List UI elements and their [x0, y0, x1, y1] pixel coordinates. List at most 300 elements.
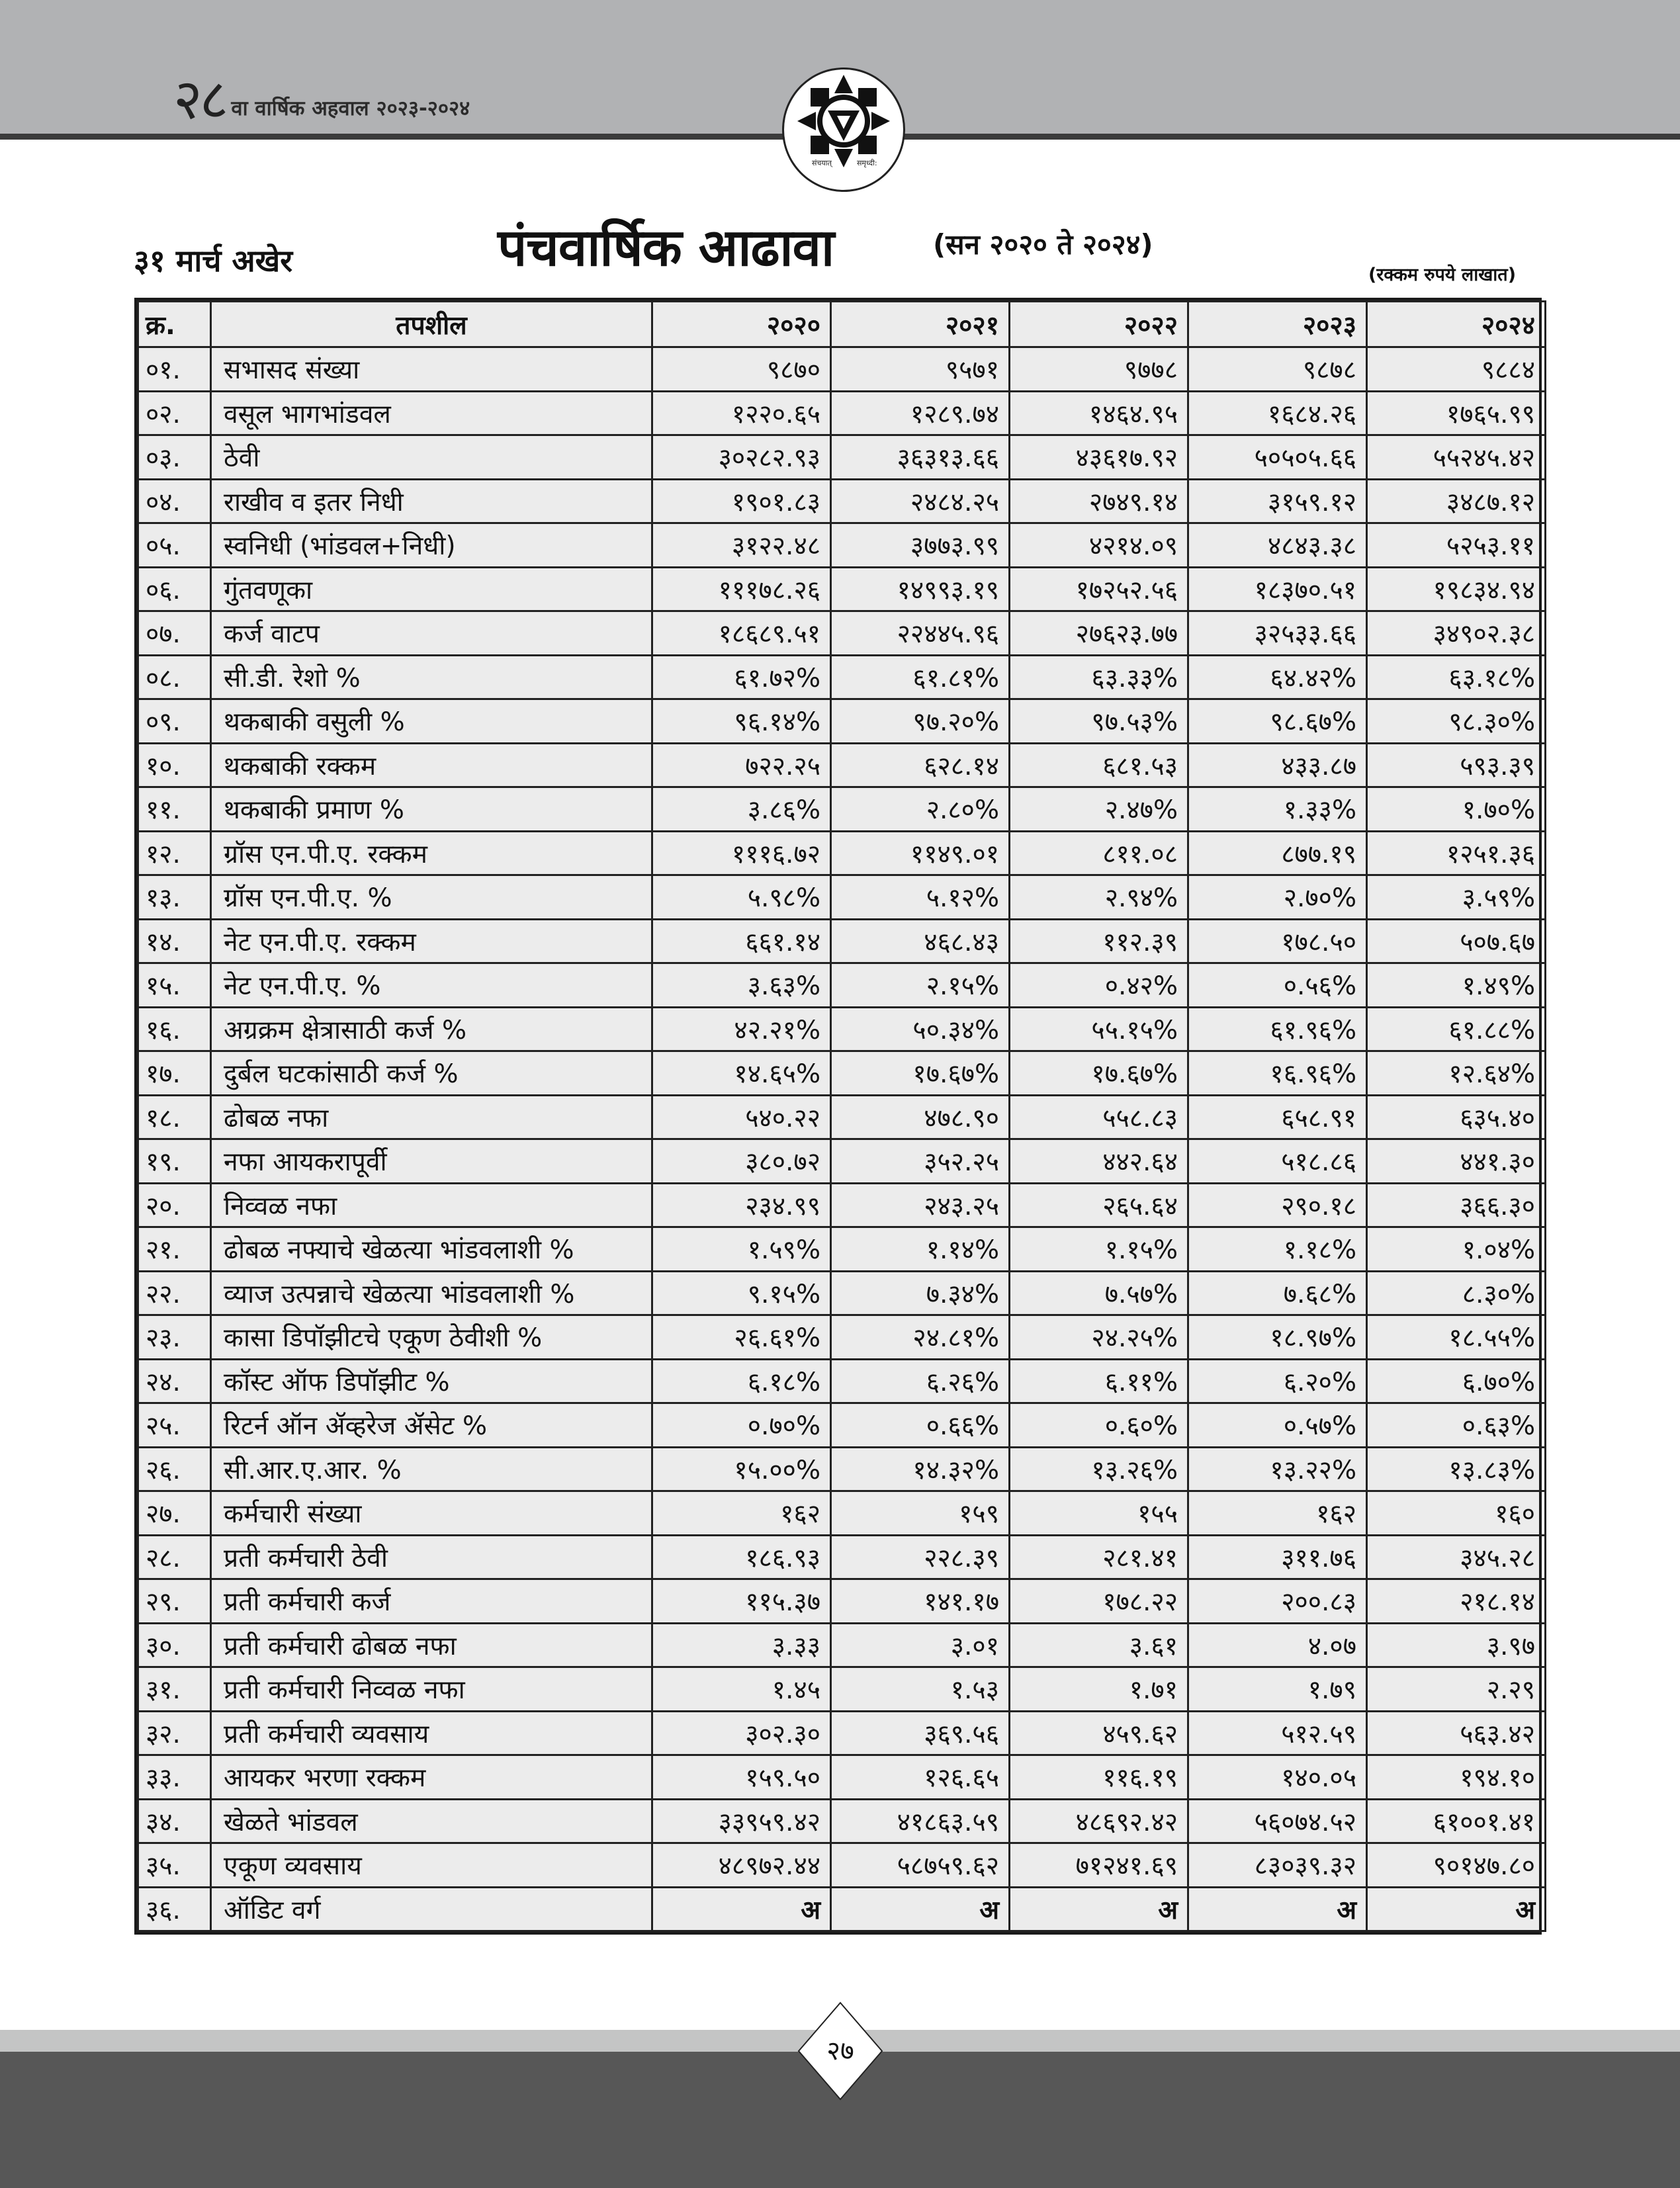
row-particulars: प्रती कर्मचारी ठेवी [211, 1535, 652, 1579]
row-particulars: व्याज उत्पन्नाचे खेळत्या भांडवलाशी % [211, 1271, 652, 1315]
row-value-२०२०: ३०२.३० [652, 1711, 831, 1755]
row-particulars: प्रती कर्मचारी निव्वळ नफा [211, 1667, 652, 1712]
table-row [138, 963, 1546, 1008]
row-serial: १४. [138, 919, 211, 963]
row-particulars: ढोबळ नफा [211, 1095, 652, 1139]
row-value-२०२३: ६५८.९१ [1188, 1095, 1367, 1139]
row-value-२०२१: ९५७१ [831, 347, 1010, 392]
table-row [138, 479, 1546, 523]
row-value-२०२२: ६८१.५३ [1010, 743, 1188, 787]
row-particulars: रिटर्न ऑन ॲव्हरेज ॲसेट % [211, 1403, 652, 1448]
row-particulars: वसूल भागभांडवल [211, 391, 652, 435]
row-serial: ०६. [138, 567, 211, 611]
table-row [138, 1315, 1546, 1360]
row-serial: २२. [138, 1271, 211, 1315]
row-value-२०२४: ६.७०% [1367, 1359, 1546, 1403]
row-value-२०२१: २४८४.२५ [831, 479, 1010, 523]
table-row [138, 1095, 1546, 1139]
row-value-२०२२: ११२.३९ [1010, 919, 1188, 963]
row-value-२०२४: ५५२४५.४२ [1367, 435, 1546, 480]
table-row [138, 1139, 1546, 1184]
row-value-२०२४: १८.५५% [1367, 1315, 1546, 1360]
row-value-२०२१: ३५२.२५ [831, 1139, 1010, 1184]
row-value-२०२२: २४.२५% [1010, 1315, 1188, 1360]
table-row [138, 435, 1546, 480]
row-value-२०२३: ३११.७६ [1188, 1535, 1367, 1579]
table-row [138, 1887, 1546, 1931]
row-value-२०२०: ९८७० [652, 347, 831, 392]
row-value-२०२०: ५४०.२२ [652, 1095, 831, 1139]
row-value-२०२१: २४.८१% [831, 1315, 1010, 1360]
row-particulars: आयकर भरणा रक्कम [211, 1755, 652, 1800]
row-particulars: प्रती कर्मचारी व्यवसाय [211, 1711, 652, 1755]
bank-logo [782, 67, 905, 192]
row-value-२०२३: १८३७०.५१ [1188, 567, 1367, 611]
row-value-२०२०: ९६.१४% [652, 699, 831, 744]
row-particulars: ग्रॉस एन.पी.ए. % [211, 875, 652, 920]
row-value-२०२१: १७.६७% [831, 1051, 1010, 1096]
row-particulars: नफा आयकरापूर्वी [211, 1139, 652, 1184]
row-value-२०२२: १७.६७% [1010, 1051, 1188, 1096]
row-value-२०२२: अ [1010, 1887, 1188, 1931]
row-value-२०२०: १.५९% [652, 1227, 831, 1272]
col-header-serial: क्र. [138, 302, 211, 347]
row-value-२०२३: ६१.९६% [1188, 1007, 1367, 1051]
row-value-२०२०: ४२.२१% [652, 1007, 831, 1051]
row-value-२०२१: ४७८.९० [831, 1095, 1010, 1139]
row-value-२०२२: ४५९.६२ [1010, 1711, 1188, 1755]
col-header-2022: २०२२ [1010, 302, 1188, 347]
row-value-२०२२: ११६.१९ [1010, 1755, 1188, 1800]
edition-number: २८ [173, 67, 226, 132]
row-value-२०२३: ५६०७४.५२ [1188, 1799, 1367, 1843]
row-serial: १३. [138, 875, 211, 920]
row-value-२०२२: ९७.५३% [1010, 699, 1188, 744]
row-value-२०२२: ४२१४.०९ [1010, 523, 1188, 568]
row-value-२०२२: १७८.२२ [1010, 1579, 1188, 1624]
row-value-२०२२: १४६४.९५ [1010, 391, 1188, 435]
row-value-२०२३: १६२ [1188, 1491, 1367, 1536]
row-value-२०२१: ५.१२% [831, 875, 1010, 920]
row-value-२०२१: ११४९.०१ [831, 831, 1010, 875]
row-value-२०२३: ०.५६% [1188, 963, 1367, 1008]
row-value-२०२०: १२२०.६५ [652, 391, 831, 435]
row-value-२०२१: १.५३ [831, 1667, 1010, 1712]
row-particulars: कॉस्ट ऑफ डिपॉझीट % [211, 1359, 652, 1403]
page-number: २७ [826, 2036, 854, 2066]
row-serial: १६. [138, 1007, 211, 1051]
row-value-२०२०: ९.१५% [652, 1271, 831, 1315]
row-serial: ०३. [138, 435, 211, 480]
row-value-२०२१: ६१.८१% [831, 655, 1010, 699]
row-value-२०२३: १४०.०५ [1188, 1755, 1367, 1800]
row-value-२०२३: ५०५०५.६६ [1188, 435, 1367, 480]
row-value-२०२३: २००.८३ [1188, 1579, 1367, 1624]
row-value-२०२०: १.४५ [652, 1667, 831, 1712]
row-value-२०२३: १.७९ [1188, 1667, 1367, 1712]
row-value-२०२४: ९०१४७.८० [1367, 1843, 1546, 1888]
row-serial: ०८. [138, 655, 211, 699]
row-value-२०२१: २.८०% [831, 787, 1010, 832]
table-row [138, 1623, 1546, 1667]
table-row [138, 391, 1546, 435]
row-value-२०२१: ४६८.४३ [831, 919, 1010, 963]
row-value-२०२३: १३.२२% [1188, 1447, 1367, 1491]
page-subtitle: (सन २०२० ते २०२४) [933, 228, 1153, 261]
row-value-२०२१: ३.०१ [831, 1623, 1010, 1667]
row-value-२०२४: १६० [1367, 1491, 1546, 1536]
table-row [138, 1271, 1546, 1315]
row-serial: १५. [138, 963, 211, 1008]
logo-motto-right: समृध्दी: [857, 159, 877, 167]
table-row [138, 1755, 1546, 1800]
row-particulars: प्रती कर्मचारी ढोबळ नफा [211, 1623, 652, 1667]
row-value-२०२०: ३.३३ [652, 1623, 831, 1667]
row-value-२०२०: २६.६१% [652, 1315, 831, 1360]
row-serial: ३१. [138, 1667, 211, 1712]
row-value-२०२२: ४३६१७.९२ [1010, 435, 1188, 480]
table-row [138, 1007, 1546, 1051]
row-serial: ०५. [138, 523, 211, 568]
table-row [138, 831, 1546, 875]
row-serial: २१. [138, 1227, 211, 1272]
row-value-२०२१: ०.६६% [831, 1403, 1010, 1448]
row-value-२०२३: ६४.४२% [1188, 655, 1367, 699]
table-row [138, 1403, 1546, 1448]
row-value-२०२०: ७२२.२५ [652, 743, 831, 787]
table-row [138, 919, 1546, 963]
row-serial: ३६. [138, 1887, 211, 1931]
col-header-2021: २०२१ [831, 302, 1010, 347]
row-value-२०२०: ३८०.७२ [652, 1139, 831, 1184]
row-value-२०२४: ३.९७ [1367, 1623, 1546, 1667]
row-value-२०२१: ३६९.५६ [831, 1711, 1010, 1755]
row-value-२०२१: १४९९३.१९ [831, 567, 1010, 611]
table-row [138, 1491, 1546, 1536]
row-serial: २७. [138, 1491, 211, 1536]
row-particulars: ढोबळ नफ्याचे खेळत्या भांडवलाशी % [211, 1227, 652, 1272]
row-serial: १०. [138, 743, 211, 787]
row-serial: ०९. [138, 699, 211, 744]
row-value-२०२३: ७.६८% [1188, 1271, 1367, 1315]
row-value-२०२०: ०.७०% [652, 1403, 831, 1448]
row-particulars: थकबाकी वसुली % [211, 699, 652, 744]
row-value-२०२२: १५५ [1010, 1491, 1188, 1536]
row-value-२०२२: ५५८.८३ [1010, 1095, 1188, 1139]
table-row [138, 1447, 1546, 1491]
row-value-२०२२: ८११.०८ [1010, 831, 1188, 875]
row-particulars: कर्मचारी संख्या [211, 1491, 652, 1536]
row-value-२०२१: ५८७५९.६२ [831, 1843, 1010, 1888]
report-edition [173, 67, 470, 132]
col-header-2023: २०२३ [1188, 302, 1367, 347]
row-value-२०२४: २.२९ [1367, 1667, 1546, 1712]
table-row [138, 523, 1546, 568]
row-value-२०२१: १२८९.७४ [831, 391, 1010, 435]
row-serial: ३३. [138, 1755, 211, 1800]
row-value-२०२४: १.७०% [1367, 787, 1546, 832]
row-particulars: खेळते भांडवल [211, 1799, 652, 1843]
row-value-२०२०: १११६.७२ [652, 831, 831, 875]
row-value-२०२३: १७८.५० [1188, 919, 1367, 963]
col-header-2020: २०२० [652, 302, 831, 347]
row-value-२०२०: १८६.९३ [652, 1535, 831, 1579]
row-value-२०२२: ७.५७% [1010, 1271, 1188, 1315]
row-value-२०२४: १.४९% [1367, 963, 1546, 1008]
row-serial: २५. [138, 1403, 211, 1448]
row-serial: ३५. [138, 1843, 211, 1888]
row-value-२०२३: २९०.१८ [1188, 1183, 1367, 1227]
row-value-२०२१: ३६३१३.६६ [831, 435, 1010, 480]
row-value-२०२४: ४४१.३० [1367, 1139, 1546, 1184]
row-value-२०२२: ५५.१५% [1010, 1007, 1188, 1051]
table-row [138, 699, 1546, 744]
row-value-२०२२: २.४७% [1010, 787, 1188, 832]
row-value-२०२२: ९७७८ [1010, 347, 1188, 392]
row-value-२०२३: ६.२०% [1188, 1359, 1367, 1403]
row-value-२०२२: २.९४% [1010, 875, 1188, 920]
row-value-२०२४: १२५१.३६ [1367, 831, 1546, 875]
row-value-२०२२: २६५.६४ [1010, 1183, 1188, 1227]
row-particulars: कर्ज वाटप [211, 611, 652, 656]
row-value-२०२२: १३.२६% [1010, 1447, 1188, 1491]
row-serial: २३. [138, 1315, 211, 1360]
row-particulars: एकूण व्यवसाय [211, 1843, 652, 1888]
row-value-२०२४: १.०४% [1367, 1227, 1546, 1272]
row-particulars: स्वनिधी (भांडवल+निधी) [211, 523, 652, 568]
table-row [138, 1799, 1546, 1843]
row-value-२०२३: ४.०७ [1188, 1623, 1367, 1667]
row-serial: ३२. [138, 1711, 211, 1755]
row-value-२०२०: ११५.३७ [652, 1579, 831, 1624]
page-number-badge [797, 2001, 883, 2101]
table-row [138, 1183, 1546, 1227]
row-value-२०२३: ८७७.१९ [1188, 831, 1367, 875]
row-value-२०२०: अ [652, 1887, 831, 1931]
row-particulars: ठेवी [211, 435, 652, 480]
row-value-२०२२: १.७१ [1010, 1667, 1188, 1712]
row-value-२०२४: ६१००१.४१ [1367, 1799, 1546, 1843]
row-value-२०२४: १२.६४% [1367, 1051, 1546, 1096]
row-value-२०२४: अ [1367, 1887, 1546, 1931]
row-serial: २४. [138, 1359, 211, 1403]
table-row [138, 655, 1546, 699]
table-row [138, 567, 1546, 611]
row-serial: ३०. [138, 1623, 211, 1667]
row-serial: १८. [138, 1095, 211, 1139]
row-particulars: प्रती कर्मचारी कर्ज [211, 1579, 652, 1624]
row-value-२०२४: ३४९०२.३८ [1367, 611, 1546, 656]
row-value-२०२१: ७.३४% [831, 1271, 1010, 1315]
row-particulars: दुर्बल घटकांसाठी कर्ज % [211, 1051, 652, 1096]
row-value-२०२३: अ [1188, 1887, 1367, 1931]
row-particulars: सभासद संख्या [211, 347, 652, 392]
row-value-२०२०: ६१.७२% [652, 655, 831, 699]
row-value-२०२२: २८१.४१ [1010, 1535, 1188, 1579]
row-serial: ०१. [138, 347, 211, 392]
table-row [138, 787, 1546, 832]
row-value-२०२३: ९८७८ [1188, 347, 1367, 392]
five-year-review-table [134, 298, 1542, 1935]
row-value-२०२४: ६३.१८% [1367, 655, 1546, 699]
row-serial: २०. [138, 1183, 211, 1227]
row-value-२०२३: १८.९७% [1188, 1315, 1367, 1360]
row-value-२०२२: ०.४२% [1010, 963, 1188, 1008]
table-row [138, 1843, 1546, 1888]
row-value-२०२०: ३०२८२.९३ [652, 435, 831, 480]
row-value-२०२४: ९८८४ [1367, 347, 1546, 392]
row-value-२०२१: ९७.२०% [831, 699, 1010, 744]
row-value-२०२०: १५९.५० [652, 1755, 831, 1800]
lotus-emblem-icon [784, 69, 903, 190]
page-title: पंचवार्षिक आढावा [498, 218, 834, 278]
row-value-२०२०: ६.१८% [652, 1359, 831, 1403]
row-value-२०२४: १७६५.९९ [1367, 391, 1546, 435]
table-row [138, 1535, 1546, 1579]
row-serial: ०७. [138, 611, 211, 656]
row-serial: ०४. [138, 479, 211, 523]
table-row [138, 1227, 1546, 1272]
table-body [138, 347, 1546, 1931]
row-value-२०२१: १.१४% [831, 1227, 1010, 1272]
row-value-२०२०: १११७८.२६ [652, 567, 831, 611]
row-value-२०२१: १२६.६५ [831, 1755, 1010, 1800]
row-value-२०२१: अ [831, 1887, 1010, 1931]
row-value-२०२४: ६३५.४० [1367, 1095, 1546, 1139]
row-value-२०२१: ४१८६३.५९ [831, 1799, 1010, 1843]
table-row [138, 743, 1546, 787]
row-value-२०२०: १६२ [652, 1491, 831, 1536]
row-value-२०२४: ३.५९% [1367, 875, 1546, 920]
table-row [138, 875, 1546, 920]
row-value-२०२३: ४३३.८७ [1188, 743, 1367, 787]
row-value-२०२२: २७६२३.७७ [1010, 611, 1188, 656]
row-value-२०२२: ६.११% [1010, 1359, 1188, 1403]
row-value-२०२३: २.७०% [1188, 875, 1367, 920]
row-value-२०२०: २३४.९९ [652, 1183, 831, 1227]
row-serial: २६. [138, 1447, 211, 1491]
row-value-२०२१: २४३.२५ [831, 1183, 1010, 1227]
row-value-२०२४: ०.६३% [1367, 1403, 1546, 1448]
row-value-२०२४: १९८३४.९४ [1367, 567, 1546, 611]
row-value-२०२४: १९४.१० [1367, 1755, 1546, 1800]
row-particulars: निव्वळ नफा [211, 1183, 652, 1227]
row-serial: १९. [138, 1139, 211, 1184]
unit-note: (रक्कम रुपये लाखात) [1368, 265, 1517, 285]
row-serial: १२. [138, 831, 211, 875]
table-row [138, 1711, 1546, 1755]
row-particulars: सी.आर.ए.आर. % [211, 1447, 652, 1491]
row-value-२०२३: ३२५३३.६६ [1188, 611, 1367, 656]
row-value-२०२२: १७२५२.५६ [1010, 567, 1188, 611]
row-value-२०२३: १६८४.२६ [1188, 391, 1367, 435]
row-value-२०२०: १८६८९.५१ [652, 611, 831, 656]
row-value-२०२२: ३.६१ [1010, 1623, 1188, 1667]
row-value-२०२४: ३४८७.१२ [1367, 479, 1546, 523]
row-value-२०२०: ४८९७२.४४ [652, 1843, 831, 1888]
row-serial: ३४. [138, 1799, 211, 1843]
row-value-२०२१: १४१.१७ [831, 1579, 1010, 1624]
row-value-२०२२: ४४२.६४ [1010, 1139, 1188, 1184]
row-serial: २८. [138, 1535, 211, 1579]
table-row [138, 1579, 1546, 1624]
row-value-२०२०: ३.८६% [652, 787, 831, 832]
row-value-२०२४: ३६६.३० [1367, 1183, 1546, 1227]
row-value-२०२३: १६.९६% [1188, 1051, 1367, 1096]
row-value-२०२३: ०.५७% [1188, 1403, 1367, 1448]
row-particulars: ग्रॉस एन.पी.ए. रक्कम [211, 831, 652, 875]
row-value-२०२१: १५९ [831, 1491, 1010, 1536]
row-particulars: ऑडिट वर्ग [211, 1887, 652, 1931]
row-serial: ११. [138, 787, 211, 832]
row-value-२०२१: ६२८.१४ [831, 743, 1010, 787]
row-value-२०२१: २२४४५.९६ [831, 611, 1010, 656]
row-value-२०२१: ५०.३४% [831, 1007, 1010, 1051]
row-serial: १७. [138, 1051, 211, 1096]
row-value-२०२२: ७१२४१.६९ [1010, 1843, 1188, 1888]
row-value-२०२३: ५१८.८६ [1188, 1139, 1367, 1184]
row-value-२०२१: १४.३२% [831, 1447, 1010, 1491]
row-value-२०२०: १९०१.८३ [652, 479, 831, 523]
row-value-२०२०: ३३९५९.४२ [652, 1799, 831, 1843]
row-value-२०२०: ६६१.१४ [652, 919, 831, 963]
row-value-२०२४: ३४५.२८ [1367, 1535, 1546, 1579]
row-value-२०२१: २.१५% [831, 963, 1010, 1008]
row-value-२०२४: ५६३.४२ [1367, 1711, 1546, 1755]
row-value-२०२४: १३.८३% [1367, 1447, 1546, 1491]
table-row [138, 347, 1546, 392]
table-row [138, 1051, 1546, 1096]
col-header-particulars: तपशील [211, 302, 652, 347]
row-value-२०२२: ०.६०% [1010, 1403, 1188, 1448]
row-serial: ०२. [138, 391, 211, 435]
row-value-२०२१: ३७७३.९९ [831, 523, 1010, 568]
as-of-date: ३१ मार्च अखेर [134, 243, 293, 279]
row-value-२०२४: ५२५३.११ [1367, 523, 1546, 568]
row-value-२०२४: ८.३०% [1367, 1271, 1546, 1315]
table-row [138, 611, 1546, 656]
row-value-२०२३: ९८.६७% [1188, 699, 1367, 744]
row-particulars: थकबाकी रक्कम [211, 743, 652, 787]
row-value-२०२४: ९८.३०% [1367, 699, 1546, 744]
row-value-२०२४: ६१.८८% [1367, 1007, 1546, 1051]
row-value-२०२३: १.१८% [1188, 1227, 1367, 1272]
row-value-२०२२: ४८६९२.४२ [1010, 1799, 1188, 1843]
row-value-२०२१: २२८.३९ [831, 1535, 1010, 1579]
row-particulars: राखीव व इतर निधी [211, 479, 652, 523]
row-particulars: थकबाकी प्रमाण % [211, 787, 652, 832]
row-value-२०२०: ३.६३% [652, 963, 831, 1008]
row-particulars: नेट एन.पी.ए. % [211, 963, 652, 1008]
row-value-२०२४: ५०७.६७ [1367, 919, 1546, 963]
row-value-२०२३: ४८४३.३८ [1188, 523, 1367, 568]
row-particulars: नेट एन.पी.ए. रक्कम [211, 919, 652, 963]
row-particulars: कासा डिपॉझीटचे एकूण ठेवीशी % [211, 1315, 652, 1360]
row-value-२०२४: ५९३.३९ [1367, 743, 1546, 787]
report-label: वा वार्षिक अहवाल २०२३-२०२४ [231, 97, 470, 120]
row-value-२०२१: ६.२६% [831, 1359, 1010, 1403]
col-header-2024: २०२४ [1367, 302, 1546, 347]
row-serial: २९. [138, 1579, 211, 1624]
row-value-२०२०: १५.००% [652, 1447, 831, 1491]
row-value-२०२४: २१८.१४ [1367, 1579, 1546, 1624]
row-value-२०२२: २७४९.१४ [1010, 479, 1188, 523]
logo-motto-left: संचयात् [812, 159, 832, 167]
row-value-२०२२: १.१५% [1010, 1227, 1188, 1272]
table-header-row [138, 302, 1546, 347]
row-value-२०२३: ५१२.५९ [1188, 1711, 1367, 1755]
row-particulars: अग्रक्रम क्षेत्रासाठी कर्ज % [211, 1007, 652, 1051]
